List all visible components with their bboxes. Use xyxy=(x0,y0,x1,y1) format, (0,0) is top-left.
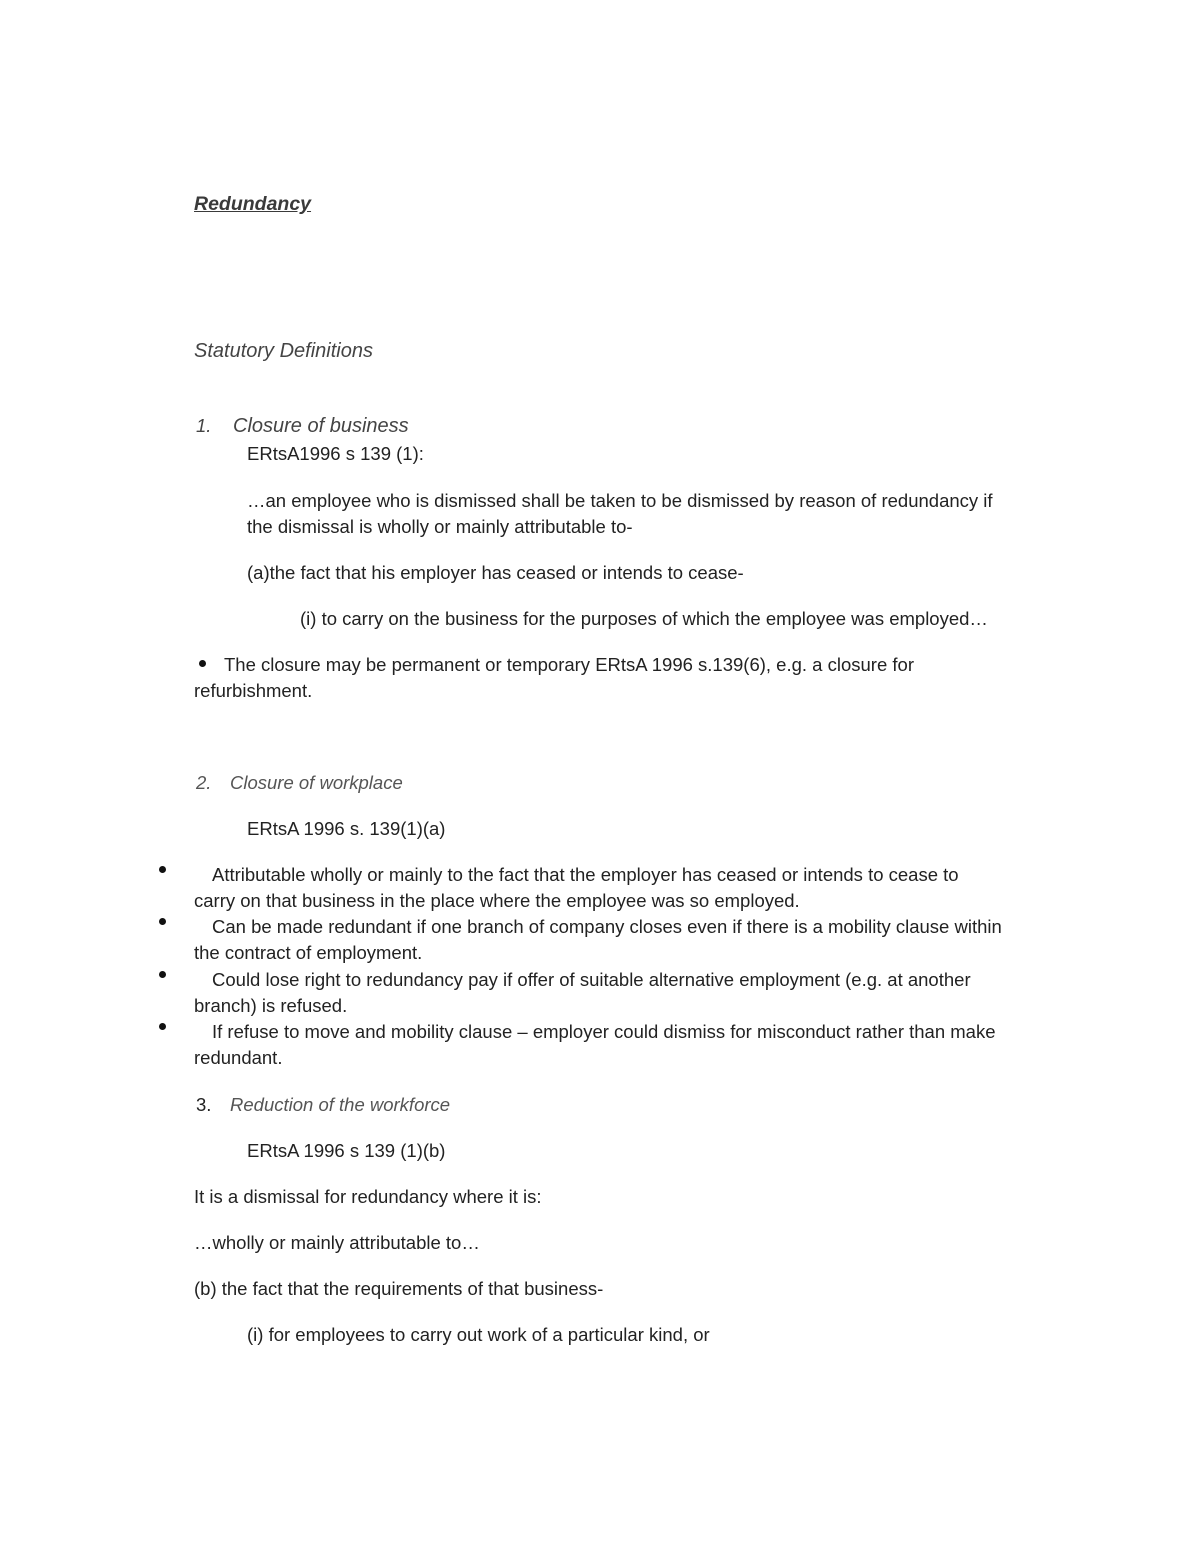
bullet-icon xyxy=(159,918,166,925)
section-2-bullet-1-line-2: carry on that business in the place where the employee was so employed. xyxy=(194,890,800,911)
bullet-icon xyxy=(159,1023,166,1030)
section-3-citation: ERtsA 1996 s 139 (1)(b) xyxy=(247,1140,446,1161)
section-3-number: 3. xyxy=(196,1094,212,1115)
section-2-bullet-1-line-1: Attributable wholly or mainly to the fact that the employer has ceased or intends to cease to xyxy=(212,864,959,885)
section-heading: Statutory Definitions xyxy=(194,340,373,362)
section-2-heading: Closure of workplace xyxy=(230,772,403,793)
section-2-bullet-4-line-2: redundant. xyxy=(194,1047,283,1068)
section-3-intro: It is a dismissal for redundancy where it is: xyxy=(194,1186,542,1207)
section-1-citation: ERtsA1996 s 139 (1): xyxy=(247,443,424,464)
section-1-heading: Closure of business xyxy=(233,415,409,437)
section-2-bullet-4-line-1: If refuse to move and mobility clause – employer could dismiss for misconduct rather than make xyxy=(212,1021,996,1042)
section-3-para-i: (i) for employees to carry out work of a particular kind, or xyxy=(247,1324,710,1345)
document-title: Redundancy xyxy=(194,193,312,215)
section-1-quote-line-2: the dismissal is wholly or mainly attributable to- xyxy=(247,516,633,537)
bullet-icon xyxy=(159,971,166,978)
section-2-citation: ERtsA 1996 s. 139(1)(a) xyxy=(247,818,446,839)
section-2-number: 2. xyxy=(196,772,212,793)
section-2-bullet-2-line-2: the contract of employment. xyxy=(194,942,423,963)
section-1-number: 1. xyxy=(196,415,212,436)
section-3-attrib: …wholly or mainly attributable to… xyxy=(194,1232,480,1253)
section-1-para-i: (i) to carry on the business for the purposes of which the employee was employed… xyxy=(300,608,988,629)
section-1-quote-line-1: …an employee who is dismissed shall be taken to be dismissed by reason of redundancy if xyxy=(247,490,993,511)
bullet-icon xyxy=(159,866,166,873)
section-2-bullet-2-line-1: Can be made redundant if one branch of company closes even if there is a mobility clause within xyxy=(212,916,1002,937)
section-2-bullet-3-line-1: Could lose right to redundancy pay if offer of suitable alternative employment (e.g. at another xyxy=(212,969,971,990)
section-1-bullet-line-2: refurbishment. xyxy=(194,680,313,701)
section-3-heading: Reduction of the workforce xyxy=(230,1094,451,1115)
section-2-bullet-3-line-2: branch) is refused. xyxy=(194,995,348,1016)
section-1-para-a: (a)the fact that his employer has ceased or intends to cease- xyxy=(247,562,744,583)
section-1-bullet-line-1: The closure may be permanent or temporary ERtsA 1996 s.139(6), e.g. a closure for xyxy=(224,654,914,675)
section-3-para-b: (b) the fact that the requirements of that business- xyxy=(194,1278,604,1299)
bullet-icon xyxy=(199,660,206,667)
